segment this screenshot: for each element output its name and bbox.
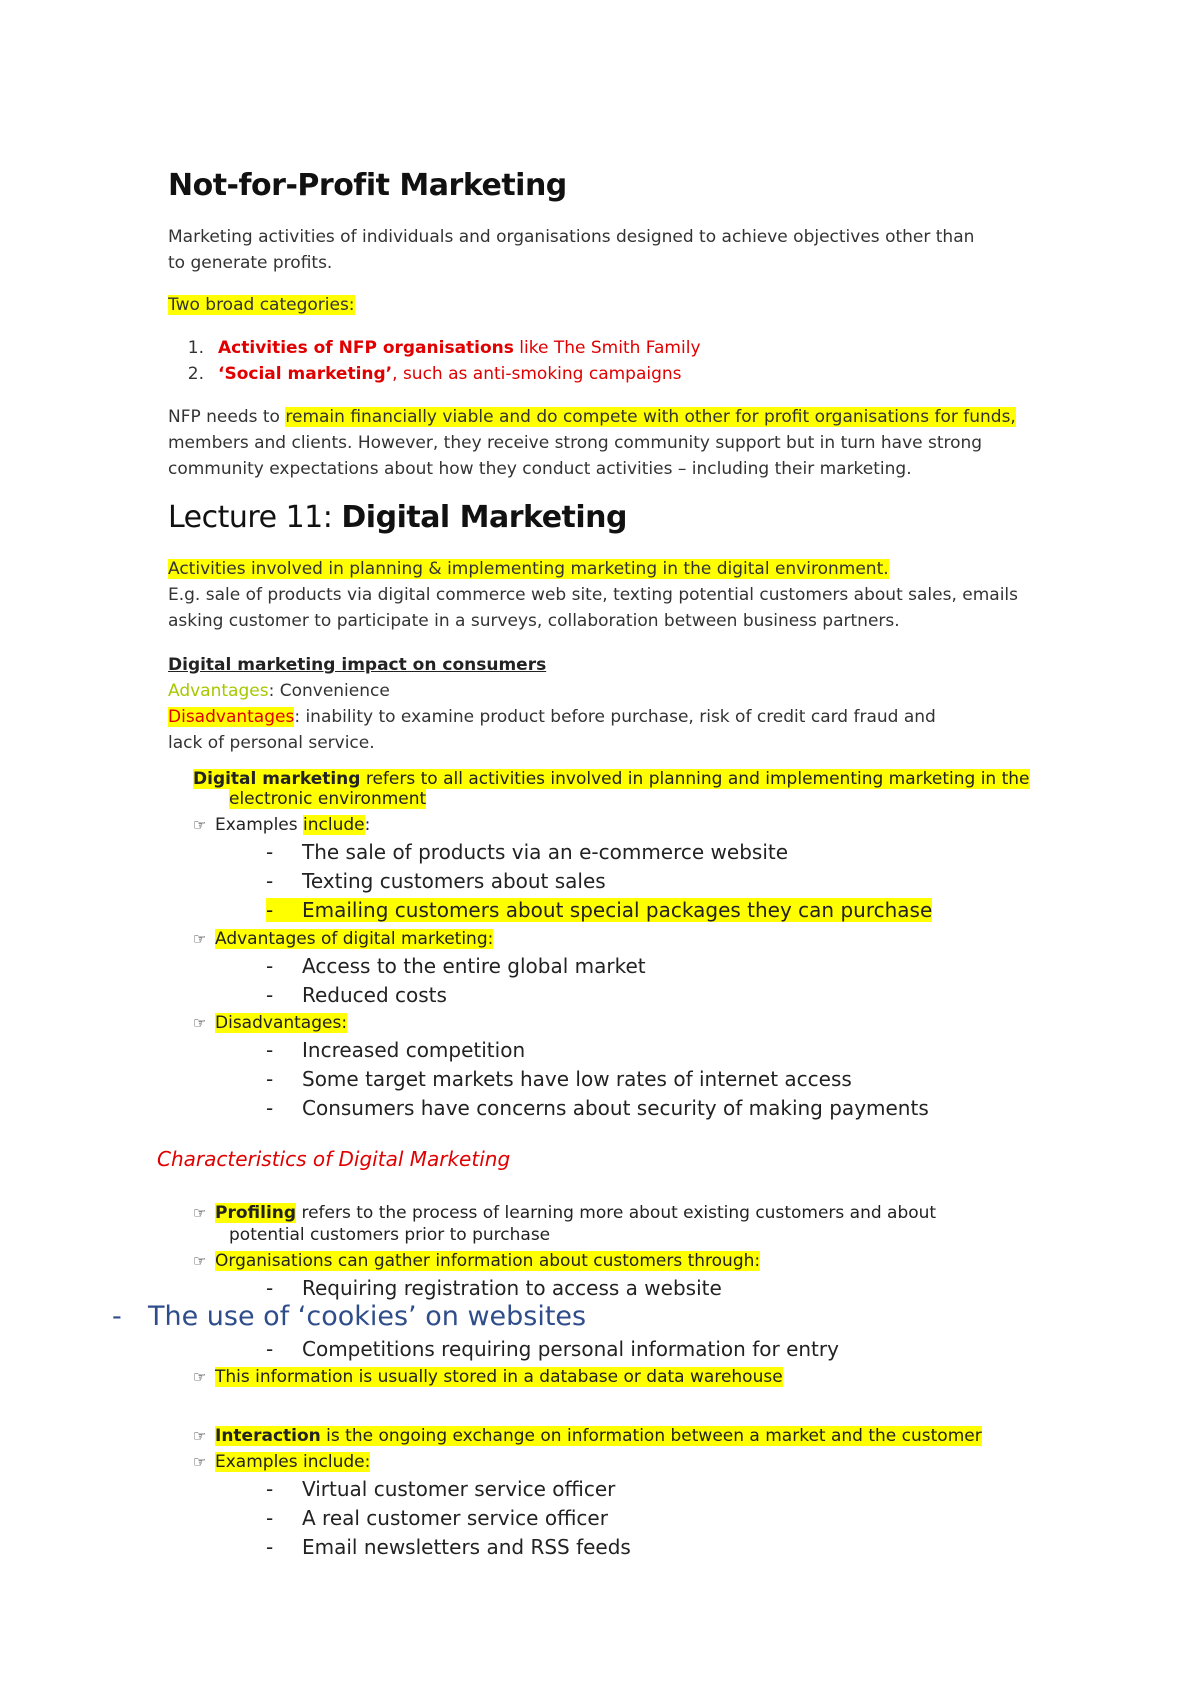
list-item: - Emailing customers about special packages they can purchase [266,898,933,922]
nfp-paragraph-line2: members and clients. However, they receive strong community support but in turn have strong [168,433,983,453]
pointing-hand-icon: ☞ [193,1014,207,1032]
profiling-definition-line2: potential customers prior to purchase [229,1225,551,1245]
nfp-category-item: 2. ‘Social marketing’, such as anti-smoking campaigns [187,364,682,384]
list-item: - Requiring registration to access a website [266,1276,722,1300]
impact-disadvantages-line2: lack of personal service. [168,733,375,753]
pointing-hand-icon: ☞ [193,816,207,834]
list-item: - Email newsletters and RSS feeds [266,1535,631,1559]
list-item: - The sale of products via an e-commerce website [266,840,789,864]
lecture-example-line2: asking customer to participate in a surveys, collaboration between business partners. [168,611,900,631]
impact-heading: Digital marketing impact on consumers [168,655,547,675]
impact-disadvantages: Disadvantages: inability to examine product before purchase, risk of credit card fraud and [168,707,936,727]
interaction-definition: ☞ Interaction is the ongoing exchange on information between a market and the customer [193,1426,982,1446]
lecture-title: Lecture 11: Digital Marketing [168,500,628,535]
characteristics-heading: Characteristics of Digital Marketing [157,1147,511,1171]
nfp-definition-line2: to generate profits. [168,253,333,273]
pointing-hand-icon: ☞ [193,1368,207,1386]
pointing-hand-icon: ☞ [193,1252,207,1270]
list-item: - Texting customers about sales [266,869,606,893]
nfp-categories-label: Two broad categories: [168,295,355,315]
pointing-hand-icon: ☞ [193,930,207,948]
stored-info: ☞ This information is usually stored in a database or data warehouse [193,1367,783,1387]
pointing-hand-icon: ☞ [193,1204,207,1222]
list-item: - Reduced costs [266,983,447,1007]
dm-advantages-label: ☞ Advantages of digital marketing: [193,929,494,949]
interaction-examples-label: ☞ Examples include: [193,1452,371,1472]
nfp-paragraph-line3: community expectations about how they conduct activities – including their marketing. [168,459,912,479]
nfp-definition-line1: Marketing activities of individuals and organisations designed to achieve objectives other than [168,227,975,247]
pointing-hand-icon: ☞ [193,1453,207,1471]
list-item: - Consumers have concerns about security of making payments [266,1096,929,1120]
dm-definition-line2: electronic environment [229,789,427,809]
lecture-definition: Activities involved in planning & implementing marketing in the digital environment. [168,559,889,579]
impact-advantages: Advantages: Convenience [168,681,390,701]
nfp-paragraph-line1: NFP needs to remain financially viable and do compete with other for profit organisations for funds, [168,407,1016,427]
cookies-item: - The use of ‘cookies’ on websites [112,1301,587,1332]
list-item: - A real customer service officer [266,1506,608,1530]
nfp-category-item: 1. Activities of NFP organisations like The Smith Family [187,338,701,358]
list-item: - Virtual customer service officer [266,1477,616,1501]
list-item: - Access to the entire global market [266,954,646,978]
lecture-example-line1: E.g. sale of products via digital commerce web site, texting potential customers about sales, emails [168,585,1018,605]
gather-label: ☞ Organisations can gather information about customers through: [193,1251,761,1271]
list-item: - Competitions requiring personal information for entry [266,1337,839,1361]
pointing-hand-icon: ☞ [193,1427,207,1445]
list-item: - Some target markets have low rates of internet access [266,1067,852,1091]
list-item: - Increased competition [266,1038,526,1062]
dm-examples-label: ☞ Examples include: [193,815,371,835]
dm-disadvantages-label: ☞ Disadvantages: [193,1013,348,1033]
profiling-definition: ☞ Profiling refers to the process of learning more about existing customers and about [193,1203,937,1223]
dm-definition: Digital marketing refers to all activities involved in planning and implementing marketing in the [193,769,1030,789]
nfp-title: Not-for-Profit Marketing [168,168,567,203]
